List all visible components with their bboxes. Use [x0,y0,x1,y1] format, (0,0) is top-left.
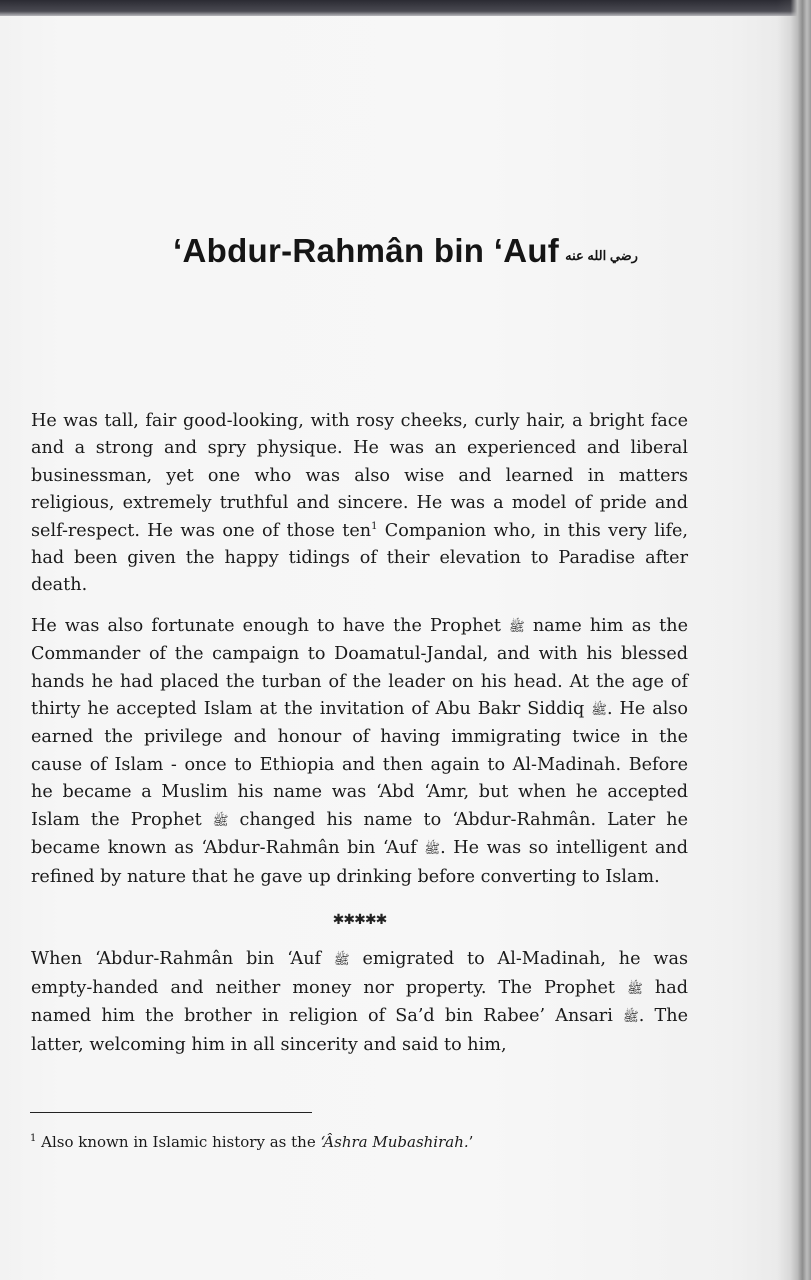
honorific-glyph: ﷺ [424,842,441,858]
salutation-glyph: ﷺ [509,619,525,635]
chapter-title [0,232,811,270]
paragraph-gap [31,600,688,613]
section-separator: ✱✱✱✱✱ [332,911,387,928]
paragraph-2: He was also fortunate enough to have the Prophet ﷺ name him as the Commander of the campaign to Doamatul-Jandal, and with his blessed hands he had placed the turban of the leader on his head. At the age of thirty he accepted Islam at the invitation of Abu Bakr Siddiq ﷺ. He also earned the privilege and honour of having immigrating twice in the cause of Islam - once to Ethiopia and then again to Al-Madinah. Before he became a Muslim his name was ‘Abd ‘Amr, but when he accepted Islam the Prophet ﷺ changed his name to ‘Abdur-Rahmân. Later he became known as ‘Abdur-Rahmân bin ‘Auf ﷺ. He was so intelligent and refined by nature that he gave up drinking before converting to Islam. [31,615,688,887]
honorific-glyph: رضي الله عنه [565,248,638,263]
footnote-divider [30,1112,312,1113]
honorific-glyph: ﷺ [623,1010,639,1026]
salutation-glyph: ﷺ [627,981,643,997]
honorific-glyph: ﷺ [591,703,607,719]
paragraph-3: When ‘Abdur-Rahmân bin ‘Auf ﷺ emigrated to Al-Madinah, he was empty-handed and neither money nor property. The Prophet ﷺ had named him the brother in religion of Sa’d bin Rabee’ Ansari ﷺ. The latter, welcoming him in all sincerity and said to him, [31,949,688,1055]
footnote: $^1$ Also known in Islamic history as the ‘Âshra Mubashirah.’ [30,1133,474,1151]
body-text [31,408,688,1059]
footnote-ref: 1 [371,520,378,532]
chapter-title-text: ‘Abdur-Rahmân bin ‘Auf [173,232,560,269]
salutation-glyph: ﷺ [212,813,229,829]
page-edge-shadow [777,0,811,1280]
scan-top-edge [0,0,811,16]
paragraph-1: He was tall, fair good-looking, with rosy cheeks, curly hair, a bright face and a strong and spry physique. He was an experienced and liberal businessman, yet one who was also wise and learned in matters religious, extremely truthful and sincere. He was a model of pride and self-respect. He was one of those ten$^1$ Companion who, in this very life, had been given the happy tidings of their elevation to Paradise after death. [31,411,688,596]
footnote-number: 1 [30,1133,37,1144]
footnote-term: ‘Âshra Mubashirah. [320,1133,469,1151]
honorific-glyph: ﷺ [333,953,350,969]
